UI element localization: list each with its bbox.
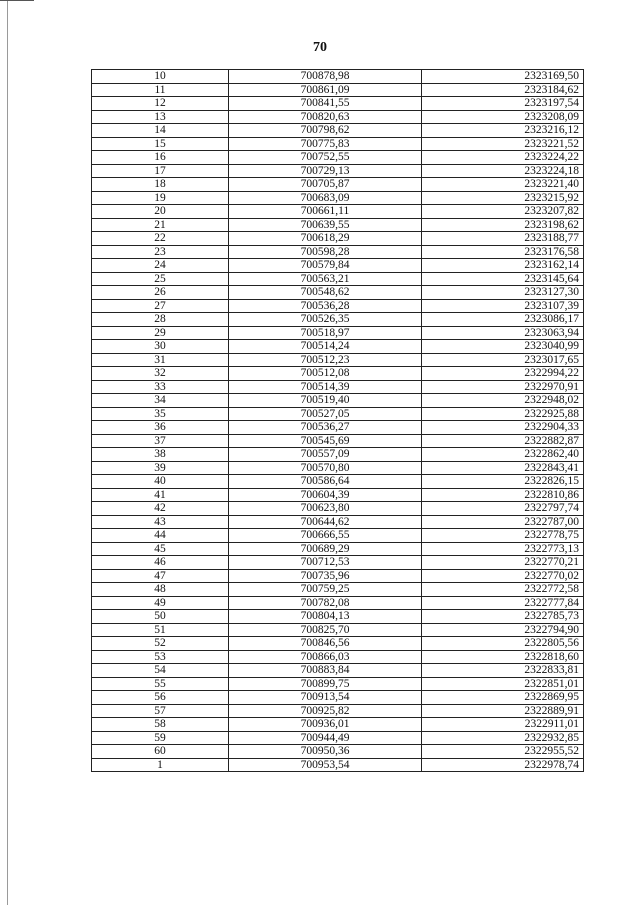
table-row bbox=[92, 731, 584, 745]
y-coordinate-cell: 2322851,01 bbox=[422, 677, 584, 691]
table-row bbox=[92, 259, 584, 273]
y-coordinate-cell: 2322994,22 bbox=[422, 367, 584, 381]
x-coordinate-cell: 700825,70 bbox=[229, 623, 422, 637]
y-coordinate-cell: 2323215,92 bbox=[422, 191, 584, 205]
x-coordinate-cell: 700666,55 bbox=[229, 529, 422, 543]
table-row bbox=[92, 97, 584, 111]
x-coordinate-cell: 700712,53 bbox=[229, 556, 422, 570]
y-coordinate-cell: 2322882,87 bbox=[422, 434, 584, 448]
point-number-cell: 45 bbox=[92, 542, 229, 556]
table-row bbox=[92, 515, 584, 529]
y-coordinate-cell: 2322818,60 bbox=[422, 650, 584, 664]
table-row bbox=[92, 151, 584, 165]
table-row bbox=[92, 137, 584, 151]
y-coordinate-cell: 2323145,64 bbox=[422, 272, 584, 286]
point-number-cell: 20 bbox=[92, 205, 229, 219]
point-number-cell: 53 bbox=[92, 650, 229, 664]
point-number-cell: 36 bbox=[92, 421, 229, 435]
y-coordinate-cell: 2323107,39 bbox=[422, 299, 584, 313]
y-coordinate-cell: 2322862,40 bbox=[422, 448, 584, 462]
point-number-cell: 60 bbox=[92, 745, 229, 759]
point-number-cell: 42 bbox=[92, 502, 229, 516]
table-row bbox=[92, 610, 584, 624]
y-coordinate-cell: 2322869,95 bbox=[422, 691, 584, 705]
x-coordinate-cell: 700899,75 bbox=[229, 677, 422, 691]
x-coordinate-cell: 700841,55 bbox=[229, 97, 422, 111]
point-number-cell: 10 bbox=[92, 70, 229, 84]
point-number-cell: 30 bbox=[92, 340, 229, 354]
table-row bbox=[92, 650, 584, 664]
table-row bbox=[92, 677, 584, 691]
y-coordinate-cell: 2322925,88 bbox=[422, 407, 584, 421]
y-coordinate-cell: 2322794,90 bbox=[422, 623, 584, 637]
point-number-cell: 15 bbox=[92, 137, 229, 151]
table-row bbox=[92, 421, 584, 435]
table-row bbox=[92, 367, 584, 381]
x-coordinate-cell: 700804,13 bbox=[229, 610, 422, 624]
y-coordinate-cell: 2322778,75 bbox=[422, 529, 584, 543]
table-row bbox=[92, 340, 584, 354]
table-row bbox=[92, 70, 584, 84]
y-coordinate-cell: 2323127,30 bbox=[422, 286, 584, 300]
y-coordinate-cell: 2323184,62 bbox=[422, 83, 584, 97]
table-row bbox=[92, 556, 584, 570]
point-number-cell: 44 bbox=[92, 529, 229, 543]
table-row bbox=[92, 718, 584, 732]
point-number-cell: 54 bbox=[92, 664, 229, 678]
table-row bbox=[92, 178, 584, 192]
y-coordinate-cell: 2322889,91 bbox=[422, 704, 584, 718]
x-coordinate-cell: 700644,62 bbox=[229, 515, 422, 529]
y-coordinate-cell: 2322805,56 bbox=[422, 637, 584, 651]
x-coordinate-cell: 700878,98 bbox=[229, 70, 422, 84]
table-row bbox=[92, 583, 584, 597]
x-coordinate-cell: 700570,80 bbox=[229, 461, 422, 475]
x-coordinate-cell: 700519,40 bbox=[229, 394, 422, 408]
table-row bbox=[92, 83, 584, 97]
y-coordinate-cell: 2323188,77 bbox=[422, 232, 584, 246]
x-coordinate-cell: 700820,63 bbox=[229, 110, 422, 124]
point-number-cell: 50 bbox=[92, 610, 229, 624]
y-coordinate-cell: 2322787,00 bbox=[422, 515, 584, 529]
point-number-cell: 22 bbox=[92, 232, 229, 246]
y-coordinate-cell: 2322770,21 bbox=[422, 556, 584, 570]
x-coordinate-cell: 700846,56 bbox=[229, 637, 422, 651]
point-number-cell: 35 bbox=[92, 407, 229, 421]
y-coordinate-cell: 2322911,01 bbox=[422, 718, 584, 732]
y-coordinate-cell: 2322948,02 bbox=[422, 394, 584, 408]
point-number-cell: 19 bbox=[92, 191, 229, 205]
table-row bbox=[92, 124, 584, 138]
y-coordinate-cell: 2322777,84 bbox=[422, 596, 584, 610]
x-coordinate-cell: 700705,87 bbox=[229, 178, 422, 192]
x-coordinate-cell: 700563,21 bbox=[229, 272, 422, 286]
x-coordinate-cell: 700944,49 bbox=[229, 731, 422, 745]
x-coordinate-cell: 700861,09 bbox=[229, 83, 422, 97]
y-coordinate-cell: 2322955,52 bbox=[422, 745, 584, 759]
table-row bbox=[92, 502, 584, 516]
table-row bbox=[92, 758, 584, 772]
table-row bbox=[92, 691, 584, 705]
y-coordinate-cell: 2322978,74 bbox=[422, 758, 584, 772]
table-row bbox=[92, 475, 584, 489]
point-number-cell: 25 bbox=[92, 272, 229, 286]
table-row bbox=[92, 596, 584, 610]
table-row bbox=[92, 623, 584, 637]
table-row bbox=[92, 380, 584, 394]
point-number-cell: 12 bbox=[92, 97, 229, 111]
x-coordinate-cell: 700661,11 bbox=[229, 205, 422, 219]
point-number-cell: 41 bbox=[92, 488, 229, 502]
y-coordinate-cell: 2323197,54 bbox=[422, 97, 584, 111]
y-coordinate-cell: 2323224,22 bbox=[422, 151, 584, 165]
scan-top-mark bbox=[0, 0, 34, 1]
point-number-cell: 13 bbox=[92, 110, 229, 124]
point-number-cell: 43 bbox=[92, 515, 229, 529]
y-coordinate-cell: 2322843,41 bbox=[422, 461, 584, 475]
table-row bbox=[92, 286, 584, 300]
x-coordinate-cell: 700759,25 bbox=[229, 583, 422, 597]
y-coordinate-cell: 2323198,62 bbox=[422, 218, 584, 232]
y-coordinate-cell: 2322932,85 bbox=[422, 731, 584, 745]
point-number-cell: 49 bbox=[92, 596, 229, 610]
point-number-cell: 16 bbox=[92, 151, 229, 165]
coordinates-table bbox=[91, 69, 584, 772]
y-coordinate-cell: 2323224,18 bbox=[422, 164, 584, 178]
table-row bbox=[92, 218, 584, 232]
table-row bbox=[92, 529, 584, 543]
x-coordinate-cell: 700518,97 bbox=[229, 326, 422, 340]
x-coordinate-cell: 700548,62 bbox=[229, 286, 422, 300]
x-coordinate-cell: 700512,08 bbox=[229, 367, 422, 381]
x-coordinate-cell: 700752,55 bbox=[229, 151, 422, 165]
point-number-cell: 39 bbox=[92, 461, 229, 475]
x-coordinate-cell: 700913,54 bbox=[229, 691, 422, 705]
y-coordinate-cell: 2322826,15 bbox=[422, 475, 584, 489]
x-coordinate-cell: 700735,96 bbox=[229, 569, 422, 583]
x-coordinate-cell: 700683,09 bbox=[229, 191, 422, 205]
point-number-cell: 57 bbox=[92, 704, 229, 718]
point-number-cell: 18 bbox=[92, 178, 229, 192]
y-coordinate-cell: 2322770,02 bbox=[422, 569, 584, 583]
x-coordinate-cell: 700527,05 bbox=[229, 407, 422, 421]
table-row bbox=[92, 272, 584, 286]
y-coordinate-cell: 2322797,74 bbox=[422, 502, 584, 516]
x-coordinate-cell: 700536,27 bbox=[229, 421, 422, 435]
x-coordinate-cell: 700883,84 bbox=[229, 664, 422, 678]
x-coordinate-cell: 700729,13 bbox=[229, 164, 422, 178]
x-coordinate-cell: 700604,39 bbox=[229, 488, 422, 502]
point-number-cell: 40 bbox=[92, 475, 229, 489]
table-row bbox=[92, 232, 584, 246]
table-row bbox=[92, 637, 584, 651]
y-coordinate-cell: 2323207,82 bbox=[422, 205, 584, 219]
point-number-cell: 52 bbox=[92, 637, 229, 651]
x-coordinate-cell: 700586,64 bbox=[229, 475, 422, 489]
point-number-cell: 11 bbox=[92, 83, 229, 97]
point-number-cell: 24 bbox=[92, 259, 229, 273]
point-number-cell: 34 bbox=[92, 394, 229, 408]
point-number-cell: 29 bbox=[92, 326, 229, 340]
y-coordinate-cell: 2323169,50 bbox=[422, 70, 584, 84]
x-coordinate-cell: 700579,84 bbox=[229, 259, 422, 273]
table-row bbox=[92, 191, 584, 205]
point-number-cell: 21 bbox=[92, 218, 229, 232]
y-coordinate-cell: 2322785,73 bbox=[422, 610, 584, 624]
x-coordinate-cell: 700557,09 bbox=[229, 448, 422, 462]
point-number-cell: 38 bbox=[92, 448, 229, 462]
x-coordinate-cell: 700775,83 bbox=[229, 137, 422, 151]
point-number-cell: 26 bbox=[92, 286, 229, 300]
point-number-cell: 33 bbox=[92, 380, 229, 394]
y-coordinate-cell: 2323221,52 bbox=[422, 137, 584, 151]
x-coordinate-cell: 700936,01 bbox=[229, 718, 422, 732]
point-number-cell: 55 bbox=[92, 677, 229, 691]
y-coordinate-cell: 2323216,12 bbox=[422, 124, 584, 138]
x-coordinate-cell: 700545,69 bbox=[229, 434, 422, 448]
point-number-cell: 23 bbox=[92, 245, 229, 259]
table-row bbox=[92, 434, 584, 448]
x-coordinate-cell: 700514,24 bbox=[229, 340, 422, 354]
table-row bbox=[92, 461, 584, 475]
y-coordinate-cell: 2322970,91 bbox=[422, 380, 584, 394]
point-number-cell: 17 bbox=[92, 164, 229, 178]
table-row bbox=[92, 664, 584, 678]
x-coordinate-cell: 700689,29 bbox=[229, 542, 422, 556]
y-coordinate-cell: 2323208,09 bbox=[422, 110, 584, 124]
table-row bbox=[92, 542, 584, 556]
scan-left-edge-line bbox=[7, 0, 8, 905]
point-number-cell: 28 bbox=[92, 313, 229, 327]
y-coordinate-cell: 2323040,99 bbox=[422, 340, 584, 354]
x-coordinate-cell: 700953,54 bbox=[229, 758, 422, 772]
page-number: 70 bbox=[313, 40, 327, 55]
point-number-cell: 14 bbox=[92, 124, 229, 138]
y-coordinate-cell: 2322773,13 bbox=[422, 542, 584, 556]
table-row bbox=[92, 164, 584, 178]
point-number-cell: 58 bbox=[92, 718, 229, 732]
point-number-cell: 32 bbox=[92, 367, 229, 381]
point-number-cell: 1 bbox=[92, 758, 229, 772]
x-coordinate-cell: 700623,80 bbox=[229, 502, 422, 516]
table-row bbox=[92, 704, 584, 718]
point-number-cell: 59 bbox=[92, 731, 229, 745]
table-row bbox=[92, 448, 584, 462]
table-row bbox=[92, 407, 584, 421]
point-number-cell: 27 bbox=[92, 299, 229, 313]
table-row bbox=[92, 394, 584, 408]
table-row bbox=[92, 745, 584, 759]
point-number-cell: 48 bbox=[92, 583, 229, 597]
point-number-cell: 51 bbox=[92, 623, 229, 637]
y-coordinate-cell: 2323176,58 bbox=[422, 245, 584, 259]
y-coordinate-cell: 2322810,86 bbox=[422, 488, 584, 502]
y-coordinate-cell: 2323017,65 bbox=[422, 353, 584, 367]
y-coordinate-cell: 2322904,33 bbox=[422, 421, 584, 435]
x-coordinate-cell: 700639,55 bbox=[229, 218, 422, 232]
table-row bbox=[92, 326, 584, 340]
x-coordinate-cell: 700866,03 bbox=[229, 650, 422, 664]
point-number-cell: 46 bbox=[92, 556, 229, 570]
table-row bbox=[92, 488, 584, 502]
y-coordinate-cell: 2322833,81 bbox=[422, 664, 584, 678]
table-row bbox=[92, 110, 584, 124]
point-number-cell: 31 bbox=[92, 353, 229, 367]
x-coordinate-cell: 700598,28 bbox=[229, 245, 422, 259]
y-coordinate-cell: 2323162,14 bbox=[422, 259, 584, 273]
table-row bbox=[92, 569, 584, 583]
x-coordinate-cell: 700798,62 bbox=[229, 124, 422, 138]
x-coordinate-cell: 700925,82 bbox=[229, 704, 422, 718]
x-coordinate-cell: 700618,29 bbox=[229, 232, 422, 246]
x-coordinate-cell: 700950,36 bbox=[229, 745, 422, 759]
x-coordinate-cell: 700526,35 bbox=[229, 313, 422, 327]
y-coordinate-cell: 2322772,58 bbox=[422, 583, 584, 597]
point-number-cell: 37 bbox=[92, 434, 229, 448]
x-coordinate-cell: 700514,39 bbox=[229, 380, 422, 394]
point-number-cell: 47 bbox=[92, 569, 229, 583]
table-row bbox=[92, 313, 584, 327]
x-coordinate-cell: 700782,08 bbox=[229, 596, 422, 610]
coordinates-table-body bbox=[92, 70, 584, 772]
x-coordinate-cell: 700536,28 bbox=[229, 299, 422, 313]
x-coordinate-cell: 700512,23 bbox=[229, 353, 422, 367]
table-row bbox=[92, 299, 584, 313]
table-row bbox=[92, 353, 584, 367]
point-number-cell: 56 bbox=[92, 691, 229, 705]
y-coordinate-cell: 2323063,94 bbox=[422, 326, 584, 340]
y-coordinate-cell: 2323221,40 bbox=[422, 178, 584, 192]
y-coordinate-cell: 2323086,17 bbox=[422, 313, 584, 327]
table-row bbox=[92, 205, 584, 219]
table-row bbox=[92, 245, 584, 259]
